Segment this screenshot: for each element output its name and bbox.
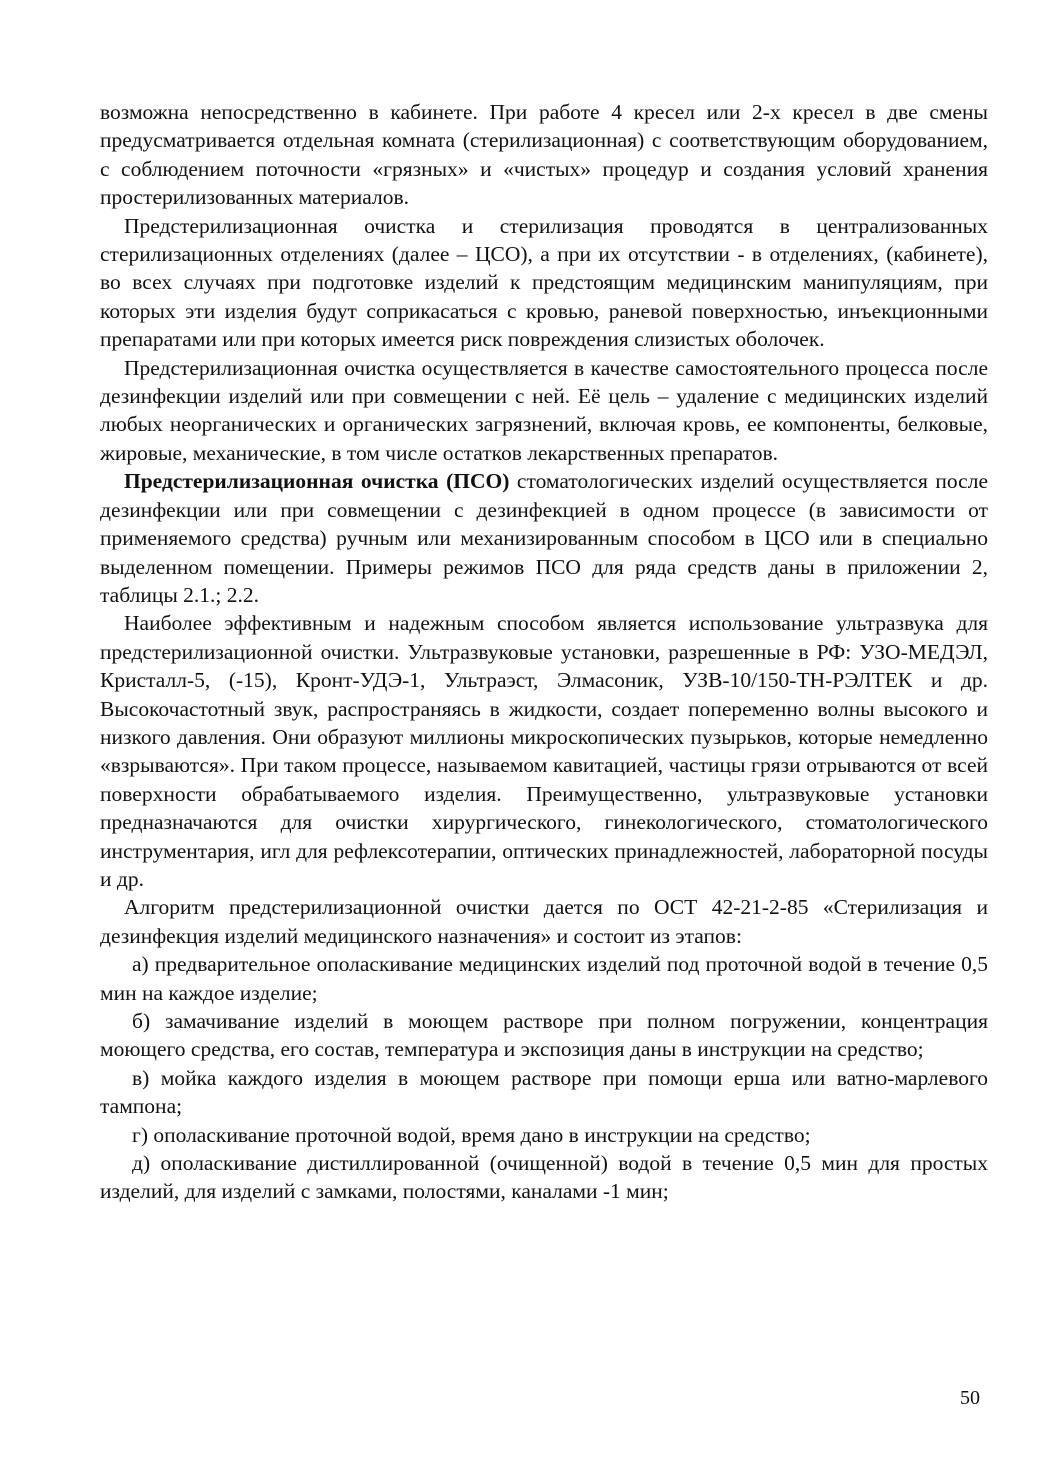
- paragraph-pso-dental: [100, 467, 988, 609]
- list-item: б) замачивание изделий в моющем растворе при полном погружении, концентрация моющего средства, его состав, температура и экспозиция даны в инструкции на средство;: [100, 1009, 988, 1062]
- list-item: г) ополаскивание проточной водой, время дано в инструкции на средство;: [132, 1122, 811, 1147]
- page-number: 50: [960, 1387, 980, 1409]
- paragraph-sterilization-room: возможна непосредственно в кабинете. При работе 4 кресел или 2-х кресел в две смены предусматривается отдельная комната (стерилизационная) с соответствующим оборудованием, с соблюдением поточности «грязных» и «чистых» процедур и создания условий хранения простерилизованных материалов.: [100, 100, 988, 210]
- paragraph-pso-dental-text: стоматологических изделий осуществляется после дезинфекции или при совмещении с дезинфекцией в одном процессе (в зависимости от применяемого средства) ручным или механизированным способом в ЦСО или в специально выделенном помещении. Примеры режимов ПСО для ряда средств даны в приложении 2, таблицы 2.1.; 2.2.: [100, 469, 988, 607]
- paragraph-ultrasound: Наиболее эффективным и надежным способом является использование ультразвука для предстерилизационной очистки. Ультразвуковые установки, разрешенные в РФ: УЗО-МЕДЭЛ, Кристалл-5, (-15), Кронт-УДЭ-1, Ультраэст, Элмасоник, УЗВ-10/150-ТН-РЭЛТЕК и др. Высокочастотный звук, распространяясь в жидкости, создает попеременно волны высокого и низкого давления. Они образуют миллионы микроскопических пузырьков, которые немедленно «взрываются». При таком процессе, называемом кавитацией, частицы грязи отрываются от всей поверхности обрабатываемого изделия. Преимущественно, ультразвуковые установки предназначаются для очистки хирургического, гинекологического, стоматологического инструментария, игл для рефлексотерапии, оптических принадлежностей, лабораторной посуды и др.: [100, 611, 988, 891]
- list-item: д) ополаскивание дистиллированной (очищенной) водой в течение 0,5 мин для простых изделий, для изделий с замками, полостями, каналами -1 мин;: [100, 1151, 988, 1204]
- paragraph-algorithm: Алгоритм предстерилизационной очистки дается по ОСТ 42-21-2-85 «Стерилизация и дезинфекция изделий медицинского назначения» и состоит из этапов:: [100, 895, 988, 948]
- list-item: а) предварительное ополаскивание медицинских изделий под проточной водой в течение 0,5 мин на каждое изделие;: [100, 952, 988, 1005]
- list-item: в) мойка каждого изделия в моющем растворе при помощи ерша или ватно-марлевого тампона;: [100, 1065, 988, 1119]
- paragraph-pso-purpose: Предстерилизационная очистка осуществляется в качестве самостоятельного процесса после дезинфекции изделий или при совмещении с ней. Её цель – удаление с медицинских изделий любых неорганических и органических загрязнений, включая кровь, ее компоненты, белковые, жировые, механические, в том числе остатков лекарственных препаратов.: [100, 355, 988, 465]
- term-pso: Предстерилизационная очистка (ПСО): [124, 469, 510, 494]
- paragraph-pso-and-sterilization: Предстерилизационная очистка и стерилизация проводятся в централизованных стерилизационных отделениях (далее – ЦСО), а при их отсутствии - в отделениях, (кабинете), во всех случаях при подготовке изделий к предстоящим медицинским манипуляциям, при которых эти изделия будут соприкасаться с кровью, раневой поверхностью, инъекционными препаратами или при которых имеется риск повреждения слизистых оболочек.: [100, 213, 988, 352]
- document-page: [100, 98, 988, 1206]
